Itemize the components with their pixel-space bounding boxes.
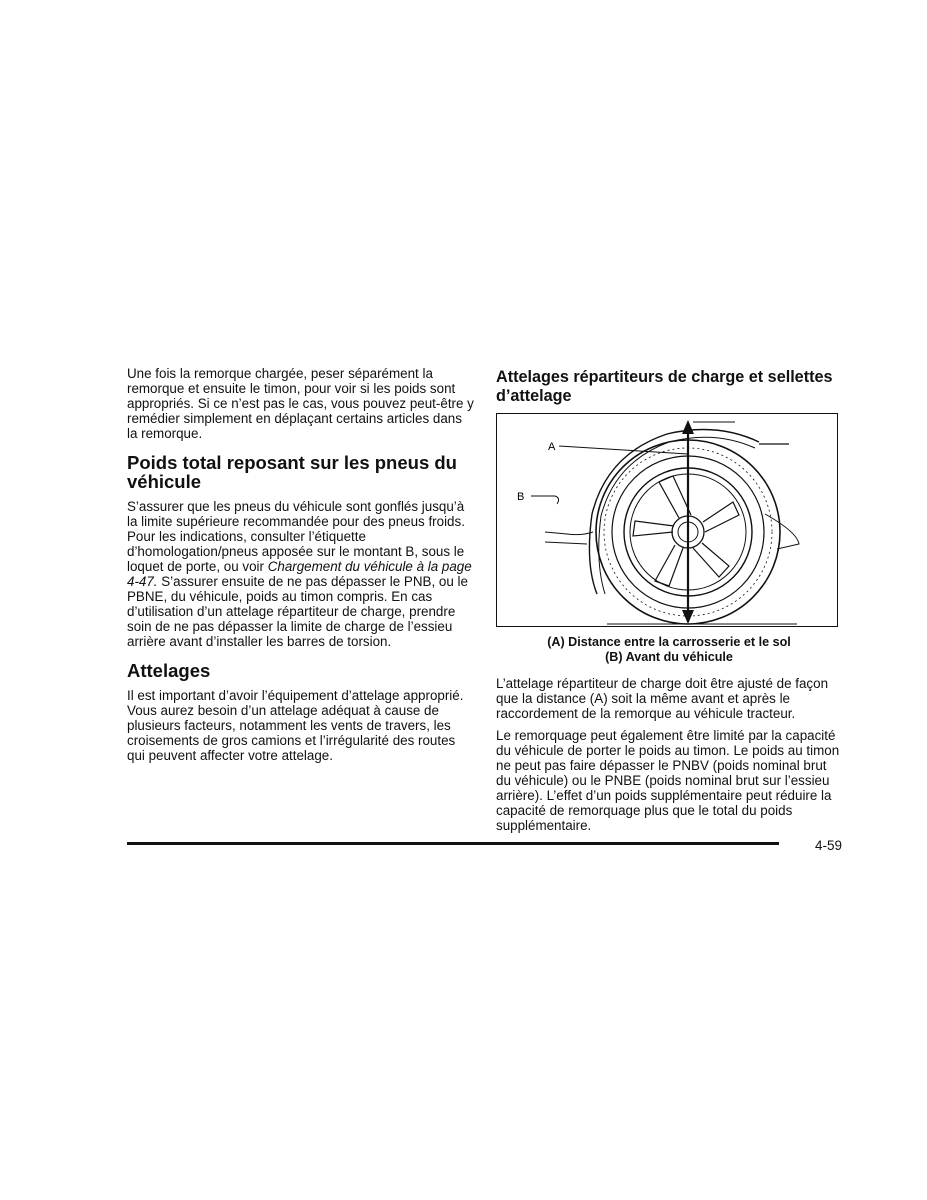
right-column [496, 368, 842, 840]
section-heading-hitches: Attelages [127, 660, 211, 681]
arrow-head-top [682, 420, 694, 434]
left-column [127, 366, 475, 770]
paragraph-text-part2: S’assurer ensuite de ne pas dépasser le PNB, ou le PBNE, du véhicule, poids au timon compris. En cas d’utilisation d’un attelage répartiteur de charge, prendre soin de ne pas dépasser la limite de charge de l’essieu arrière avant d’installer les barres de torsion. [127, 574, 468, 649]
wheel-spokes [633, 476, 739, 586]
body-line-rear [765, 514, 799, 549]
caption-line-a: (A) Distance entre la carrosserie et le sol [547, 635, 791, 649]
footer-rule [127, 842, 779, 845]
section-paragraph-hitches: Il est important d’avoir l’équipement d’attelage approprié. Vous aurez besoin d’un attelage adéquat à cause de plusieurs facteurs, notamment les vents de travers, les croisements de gros camions et l’irrégularité des routes qui peuvent affecter votre attelage. [127, 688, 464, 763]
label-b-leader [531, 496, 559, 504]
caption-line-b: (B) Avant du véhicule [605, 650, 733, 664]
body-line-sill [545, 542, 587, 544]
cross-reference-link[interactable]: Chargement du véhicule à la page 4-47. [127, 559, 472, 589]
wheel-diagram [497, 414, 839, 628]
right-paragraph-2: Le remorquage peut également être limité par la capacité du véhicule de porter le poids au timon. Le poids au timon ne peut pas faire dépasser le PNBV (poids nominal brut du véhicule) ou le PNBE (poids nominal brut sur l’essieu arrière). L’effet d’un poids supplémentaire peut réduire la capacité de remorquage plus que le total du poids supplémentaire. [496, 728, 840, 833]
wheel-diagram-figure [496, 413, 838, 627]
arrow-head-bottom [682, 610, 694, 624]
figure-label-b: B [517, 491, 525, 503]
paragraph-text-part1: S’assurer que les pneus du véhicule sont gonflés jusqu’à la limite supérieure recommandée pour des pneus froids. Pour les indications, consulter l’étiquette d’homologation/pneus apposée sur le montant B, sous le loquet de porte, ou voir [127, 499, 465, 574]
intro-paragraph: Une fois la remorque chargée, peser séparément la remorque et ensuite le timon, pour voir si les poids sont appropriés. Si ce n’est pas le cas, vous pouvez peut-être y remédier simplement en déplaçant certains articles dans la remorque. [127, 366, 474, 441]
right-paragraph-1: L’attelage répartiteur de charge doit être ajusté de façon que la distance (A) soit la même avant et après le raccordement de la remorque au véhicule tracteur. [496, 676, 829, 721]
figure-caption [496, 635, 842, 665]
body-line-front [545, 532, 593, 535]
section-heading-weight-distributing: Attelages répartiteurs de charge et sellettes d’attelage [496, 368, 833, 405]
section-heading-total-weight: Poids total reposant sur les pneus du véhicule [127, 452, 457, 492]
section-paragraph-total-weight [127, 499, 475, 649]
figure-label-a: A [548, 441, 556, 453]
page-number: 4-59 [815, 838, 843, 853]
